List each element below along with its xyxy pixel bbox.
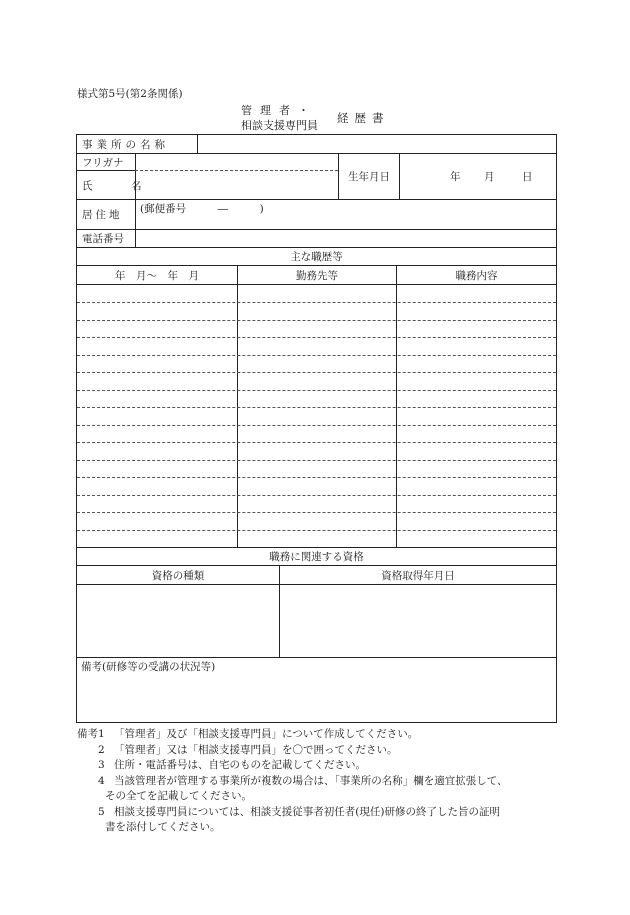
career-period-cell[interactable] (77, 285, 237, 301)
career-duties-cell[interactable] (397, 355, 556, 371)
qualification-date-field[interactable] (280, 585, 556, 656)
career-col-duties: 職務内容 (455, 269, 498, 282)
remark-continuation: 書を添付してください。 (105, 821, 221, 833)
career-duties-cell[interactable] (397, 320, 556, 336)
career-employer-cell[interactable] (238, 320, 396, 336)
name-label: 氏 名 (82, 179, 156, 192)
form-number: 様式第5号(第2条関係) (77, 88, 183, 100)
career-employer-cell[interactable] (238, 530, 396, 546)
career-period-cell[interactable] (77, 355, 237, 371)
remark-text: 相談支援専門員については、相談支援従事者初任者(現任)研修の終了した旨の証明 (114, 805, 500, 818)
career-employer-cell[interactable] (238, 372, 396, 388)
career-duties-cell[interactable] (397, 530, 556, 546)
remark-number: 3 (98, 759, 105, 771)
notes-field[interactable] (78, 675, 555, 721)
career-employer-cell[interactable] (238, 302, 396, 318)
career-duties-cell[interactable] (397, 512, 556, 528)
title-resume: 経歴書 (337, 111, 390, 125)
address-field[interactable] (136, 214, 556, 229)
career-period-cell[interactable] (77, 425, 237, 441)
career-period-cell[interactable] (77, 337, 237, 353)
remark-text: 「管理者」及び「相談支援専門員」について作成してください。 (114, 728, 419, 740)
birthdate-label: 生年月日 (348, 171, 390, 183)
resume-form (76, 134, 557, 723)
career-header: 主な職歴等 (290, 251, 343, 263)
phone-field[interactable] (136, 230, 556, 247)
address-label: 居住地 (82, 209, 123, 221)
career-duties-cell[interactable] (397, 407, 556, 423)
career-duties-cell[interactable] (397, 302, 556, 318)
career-duties-cell[interactable] (397, 425, 556, 441)
birthdate-day: 日 (522, 171, 533, 183)
remark-item (77, 774, 567, 790)
remark-continuation: その全てを記載してください。 (105, 790, 252, 802)
career-col-employer: 勤務先等 (296, 269, 338, 282)
career-employer-cell[interactable] (238, 285, 396, 301)
remark-number: 1 (98, 728, 105, 740)
qualification-type-field[interactable] (78, 585, 278, 656)
career-duties-cell[interactable] (397, 477, 556, 493)
career-period-cell[interactable] (77, 495, 237, 511)
career-period-cell[interactable] (77, 320, 237, 336)
career-duties-cell[interactable] (397, 285, 556, 301)
name-field[interactable] (136, 171, 338, 199)
career-employer-cell[interactable] (238, 477, 396, 493)
career-duties-cell[interactable] (397, 337, 556, 353)
remark-text: 当該管理者が管理する事業所が複数の場合は、「事業所の名称」欄を適宜拡張して、 (114, 774, 508, 787)
notes-label: 備考(研修等の受講の状況等) (81, 661, 216, 673)
career-period-cell[interactable] (77, 390, 237, 406)
remark-text: 「管理者」又は「相談支援専門員」を〇で囲ってください。 (114, 743, 398, 756)
remarks-prefix: 備考 (77, 728, 98, 740)
remark-item (77, 758, 567, 774)
career-employer-cell[interactable] (238, 495, 396, 511)
remark-number: 5 (98, 805, 105, 818)
career-duties-cell[interactable] (397, 442, 556, 458)
career-period-cell[interactable] (77, 442, 237, 458)
career-col-period: 年 月～ 年 月 (115, 269, 199, 282)
career-period-cell[interactable] (77, 477, 237, 493)
title-manager: 管理者・ (241, 104, 317, 117)
career-period-cell[interactable] (77, 460, 237, 476)
qualifications-header: 職務に関連する資格 (269, 551, 364, 563)
birthdate-field[interactable] (400, 154, 556, 199)
remark-item (77, 805, 567, 821)
birthdate-year: 年 (450, 171, 461, 183)
title-consultant: 相談支援専門員 (241, 119, 318, 132)
career-duties-cell[interactable] (397, 390, 556, 406)
career-employer-cell[interactable] (238, 355, 396, 371)
document-title (241, 102, 391, 132)
career-employer-cell[interactable] (238, 407, 396, 423)
career-employer-cell[interactable] (238, 512, 396, 528)
career-duties-cell[interactable] (397, 495, 556, 511)
career-period-cell[interactable] (77, 530, 237, 546)
career-employer-cell[interactable] (238, 337, 396, 353)
remarks (77, 727, 567, 836)
furigana-field[interactable] (136, 154, 338, 170)
remark-number: 4 (98, 774, 105, 787)
career-employer-cell[interactable] (238, 390, 396, 406)
office-name-label: 事業所の名称 (82, 138, 169, 151)
remark-text: 住所・電話番号は、自宅のものを記載してください。 (114, 759, 366, 771)
remark-item (77, 727, 567, 743)
postal-code-label: (郵便番号 ― ) (140, 203, 264, 215)
office-name-field[interactable] (198, 135, 557, 153)
remark-number: 2 (98, 743, 105, 756)
career-employer-cell[interactable] (238, 425, 396, 441)
career-period-cell[interactable] (77, 302, 237, 318)
career-employer-cell[interactable] (238, 442, 396, 458)
career-period-cell[interactable] (77, 372, 237, 388)
qualification-col-type: 資格の種類 (151, 569, 205, 582)
qualification-col-date: 資格取得年月日 (381, 569, 455, 582)
career-period-cell[interactable] (77, 512, 237, 528)
furigana-label: フリガナ (82, 156, 124, 169)
career-duties-cell[interactable] (397, 460, 556, 476)
career-duties-cell[interactable] (397, 372, 556, 388)
career-employer-cell[interactable] (238, 460, 396, 476)
career-period-cell[interactable] (77, 407, 237, 423)
remark-item (77, 743, 567, 759)
phone-label: 電話番号 (82, 233, 124, 245)
birthdate-month: 月 (484, 171, 495, 183)
